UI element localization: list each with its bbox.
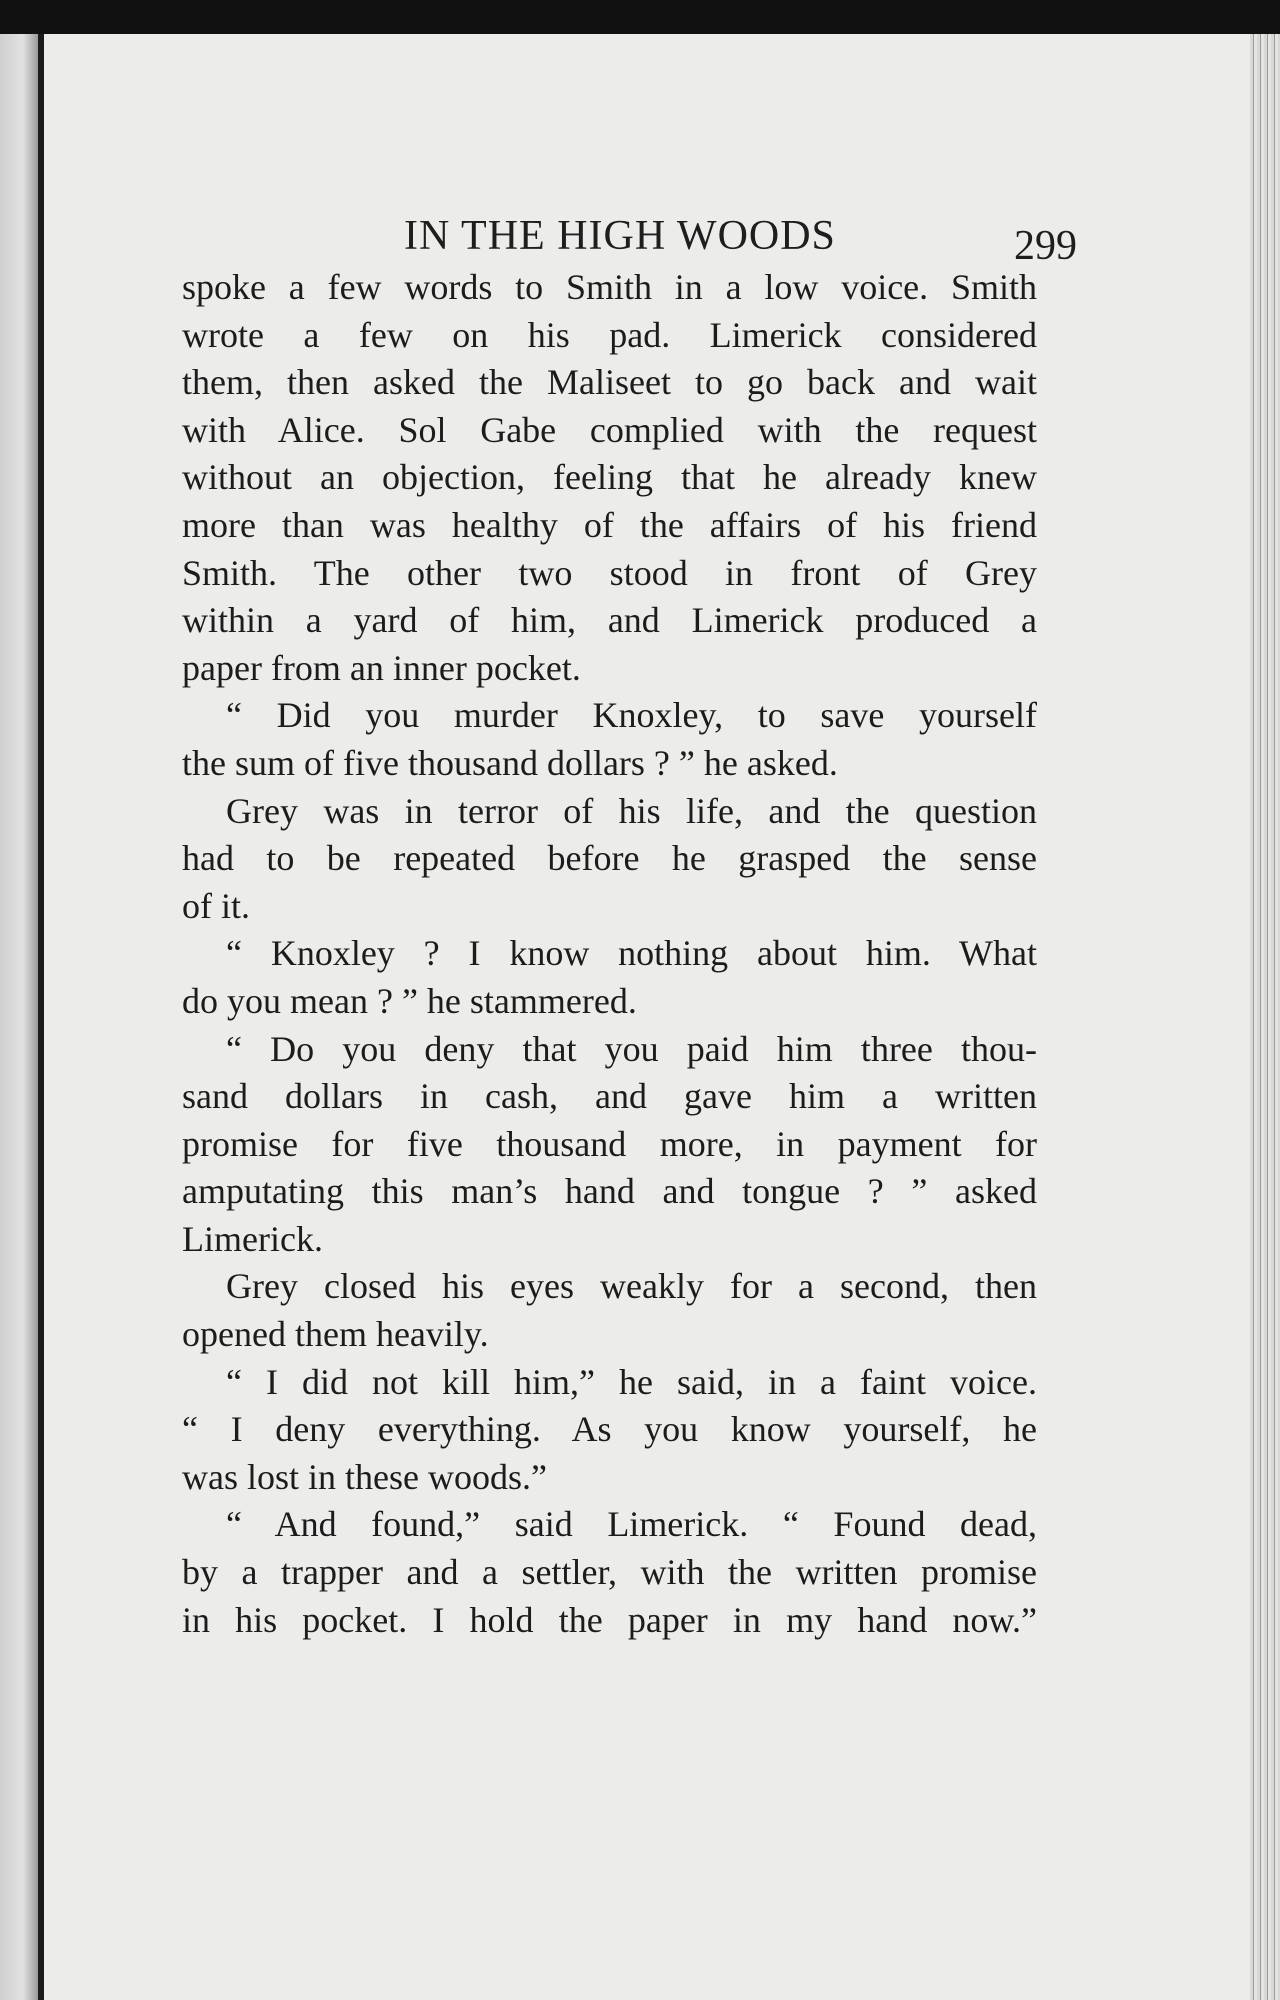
- text-line: “ I deny everything. As you know yourself, he: [182, 1409, 1037, 1450]
- text-line: “ Did you murder Knoxley, to save yourself: [226, 695, 1037, 736]
- text-line: the sum of five thousand dollars ? ” he asked.: [182, 742, 838, 783]
- text-line: of it.: [182, 885, 250, 926]
- text-line: do you mean ? ” he stammered.: [182, 980, 637, 1021]
- text-line: promise for five thousand more, in payment for: [182, 1123, 1037, 1164]
- text-line: “ Do you deny that you paid him three thou-: [226, 1028, 1037, 1069]
- text-line: in his pocket. I hold the paper in my hand now.”: [182, 1599, 1037, 1640]
- text-line: Smith. The other two stood in front of Grey: [182, 552, 1037, 593]
- text-line: with Alice. Sol Gabe complied with the request: [182, 409, 1037, 450]
- text-line: Grey was in terror of his life, and the question: [226, 790, 1037, 831]
- body-text: [182, 264, 1037, 1644]
- text-line: Limerick.: [182, 1218, 323, 1259]
- text-line: more than was healthy of the affairs of his friend: [182, 504, 1037, 545]
- text-line: “ I did not kill him,” he said, in a faint voice.: [226, 1361, 1037, 1402]
- text-line: within a yard of him, and Limerick produced a: [182, 600, 1037, 641]
- running-title: IN THE HIGH WOODS: [404, 213, 836, 259]
- text-line: Grey closed his eyes weakly for a second, then: [226, 1266, 1037, 1307]
- text-line: spoke a few words to Smith in a low voice. Smith: [182, 267, 1037, 307]
- page-number: 299: [1014, 223, 1077, 269]
- page-stack-edge: [1250, 34, 1280, 2000]
- text-line: by a trapper and a settler, with the written promise: [182, 1552, 1037, 1593]
- text-line: without an objection, feeling that he already knew: [182, 457, 1037, 498]
- facing-page-edge: [0, 34, 38, 2000]
- text-line: amputating this man’s hand and tongue ? ” asked: [182, 1171, 1037, 1212]
- text-line: wrote a few on his pad. Limerick considered: [182, 314, 1037, 355]
- text-line: paper from an inner pocket.: [182, 647, 581, 688]
- text-line: “ Knoxley ? I know nothing about him. What: [226, 933, 1037, 974]
- text-line: sand dollars in cash, and gave him a written: [182, 1076, 1037, 1117]
- text-line: “ And found,” said Limerick. “ Found dead,: [226, 1504, 1037, 1545]
- text-line: was lost in these woods.”: [182, 1456, 547, 1497]
- text-line: opened them heavily.: [182, 1314, 489, 1355]
- scan-top-edge: [0, 0, 1280, 34]
- text-line: them, then asked the Maliseet to go back and wait: [182, 362, 1037, 403]
- text-line: had to be repeated before he grasped the sense: [182, 838, 1037, 879]
